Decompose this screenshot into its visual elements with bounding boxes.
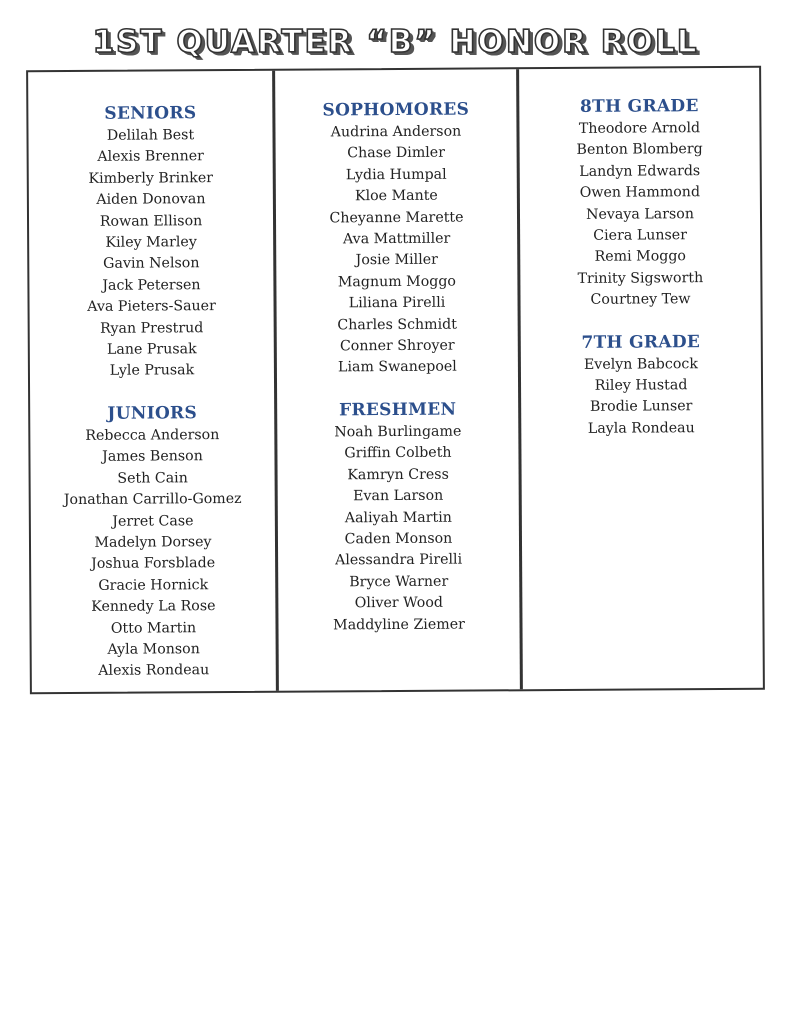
student-name: Alexis Brenner xyxy=(97,148,204,166)
student-name: Aaliyah Martin xyxy=(344,509,452,526)
group-sophomores xyxy=(275,97,518,379)
student-name: Landyn Edwards xyxy=(579,162,701,180)
student-name: Josie Miller xyxy=(355,252,438,269)
student-name: Delilah Best xyxy=(106,127,195,144)
student-name: Maddyline Ziemer xyxy=(333,616,465,633)
student-name: Alexis Rondeau xyxy=(98,662,210,680)
student-name: Owen Hammond xyxy=(579,184,701,202)
student-name: Otto Martin xyxy=(110,619,197,637)
student-name: James Benson xyxy=(102,448,203,466)
student-name: Jerret Case xyxy=(112,512,194,530)
student-name: Lydia Humpal xyxy=(345,166,447,184)
column-high-lower xyxy=(275,97,519,655)
student-name: Magnum Moggo xyxy=(337,273,456,291)
column-middle-school xyxy=(519,94,761,460)
student-name: Rowan Ellison xyxy=(99,212,203,230)
group-freshmen xyxy=(277,397,519,637)
student-name: Jack Petersen xyxy=(102,277,201,294)
student-name: Benton Blomberg xyxy=(576,141,703,159)
student-name: Charles Schmidt xyxy=(337,316,457,334)
student-name: Theodore Arnold xyxy=(578,120,701,137)
honor-roll-table xyxy=(26,66,765,694)
student-name: Courtney Tew xyxy=(590,291,691,309)
group-seniors xyxy=(28,101,274,383)
student-name: Alessandra Pirelli xyxy=(335,551,463,569)
student-name: Kamryn Cress xyxy=(347,466,449,483)
student-name: Caden Monson xyxy=(344,530,453,548)
column-high-upper xyxy=(28,101,276,702)
group-heading: FRESHMEN xyxy=(339,399,457,421)
student-name: Kiley Marley xyxy=(105,234,197,251)
group-8th-grade xyxy=(519,94,760,312)
student-name: Liliana Pirelli xyxy=(348,294,446,312)
student-name: Lyle Prusak xyxy=(109,362,195,380)
student-name: Kimberly Brinker xyxy=(88,169,214,187)
group-heading: SOPHOMORES xyxy=(322,99,470,121)
student-name: Seth Cain xyxy=(117,469,188,487)
student-name: Ciera Lunser xyxy=(593,227,688,244)
group-7th-grade xyxy=(521,329,762,440)
student-name: Aiden Donovan xyxy=(96,191,206,209)
page-title: 1ST QUARTER “B” HONOR ROLL xyxy=(92,24,699,60)
student-name: Ryan Prestrud xyxy=(99,319,204,337)
student-name: Trinity Sigsworth xyxy=(577,269,704,287)
student-name: Noah Burlingame xyxy=(334,423,462,441)
student-name: Kennedy La Rose xyxy=(91,598,216,615)
student-name: Rebecca Anderson xyxy=(85,426,220,444)
student-name: Brodie Lunser xyxy=(589,398,693,416)
student-name: Madelyn Dorsey xyxy=(94,534,212,551)
student-name: Evelyn Babcock xyxy=(583,355,698,373)
student-name: Ayla Monson xyxy=(107,641,200,658)
student-name: Riley Hustad xyxy=(594,377,688,394)
student-name: Jonathan Carrillo-Gomez xyxy=(63,491,242,509)
student-name: Nevaya Larson xyxy=(585,205,694,223)
student-name: Ava Mattmiller xyxy=(342,230,451,248)
group-heading: SENIORS xyxy=(104,103,197,124)
student-name: Joshua Forsblade xyxy=(91,555,216,573)
student-name: Ava Pieters-Sauer xyxy=(87,298,216,316)
student-name: Layla Rondeau xyxy=(587,420,695,437)
student-name: Bryce Warner xyxy=(349,573,449,591)
group-heading: 7TH GRADE xyxy=(581,331,701,353)
group-juniors xyxy=(30,401,276,683)
group-heading: 8TH GRADE xyxy=(579,96,699,117)
student-name: Gracie Hornick xyxy=(98,576,209,594)
student-name: Liam Swanepoel xyxy=(337,359,457,376)
student-name: Cheyanne Marette xyxy=(329,209,464,227)
student-name: Evan Larson xyxy=(353,487,444,505)
student-name: Kloe Mante xyxy=(354,187,438,205)
student-name: Gavin Nelson xyxy=(103,255,200,273)
student-name: Remi Moggo xyxy=(594,248,686,266)
student-name: Lane Prusak xyxy=(106,341,197,358)
student-name: Oliver Wood xyxy=(354,594,444,612)
student-name: Conner Shroyer xyxy=(339,337,455,355)
group-heading: JUNIORS xyxy=(107,403,198,424)
student-name: Audrina Anderson xyxy=(330,123,462,141)
student-name: Griffin Colbeth xyxy=(344,444,452,462)
student-name: Chase Dimler xyxy=(347,145,446,162)
